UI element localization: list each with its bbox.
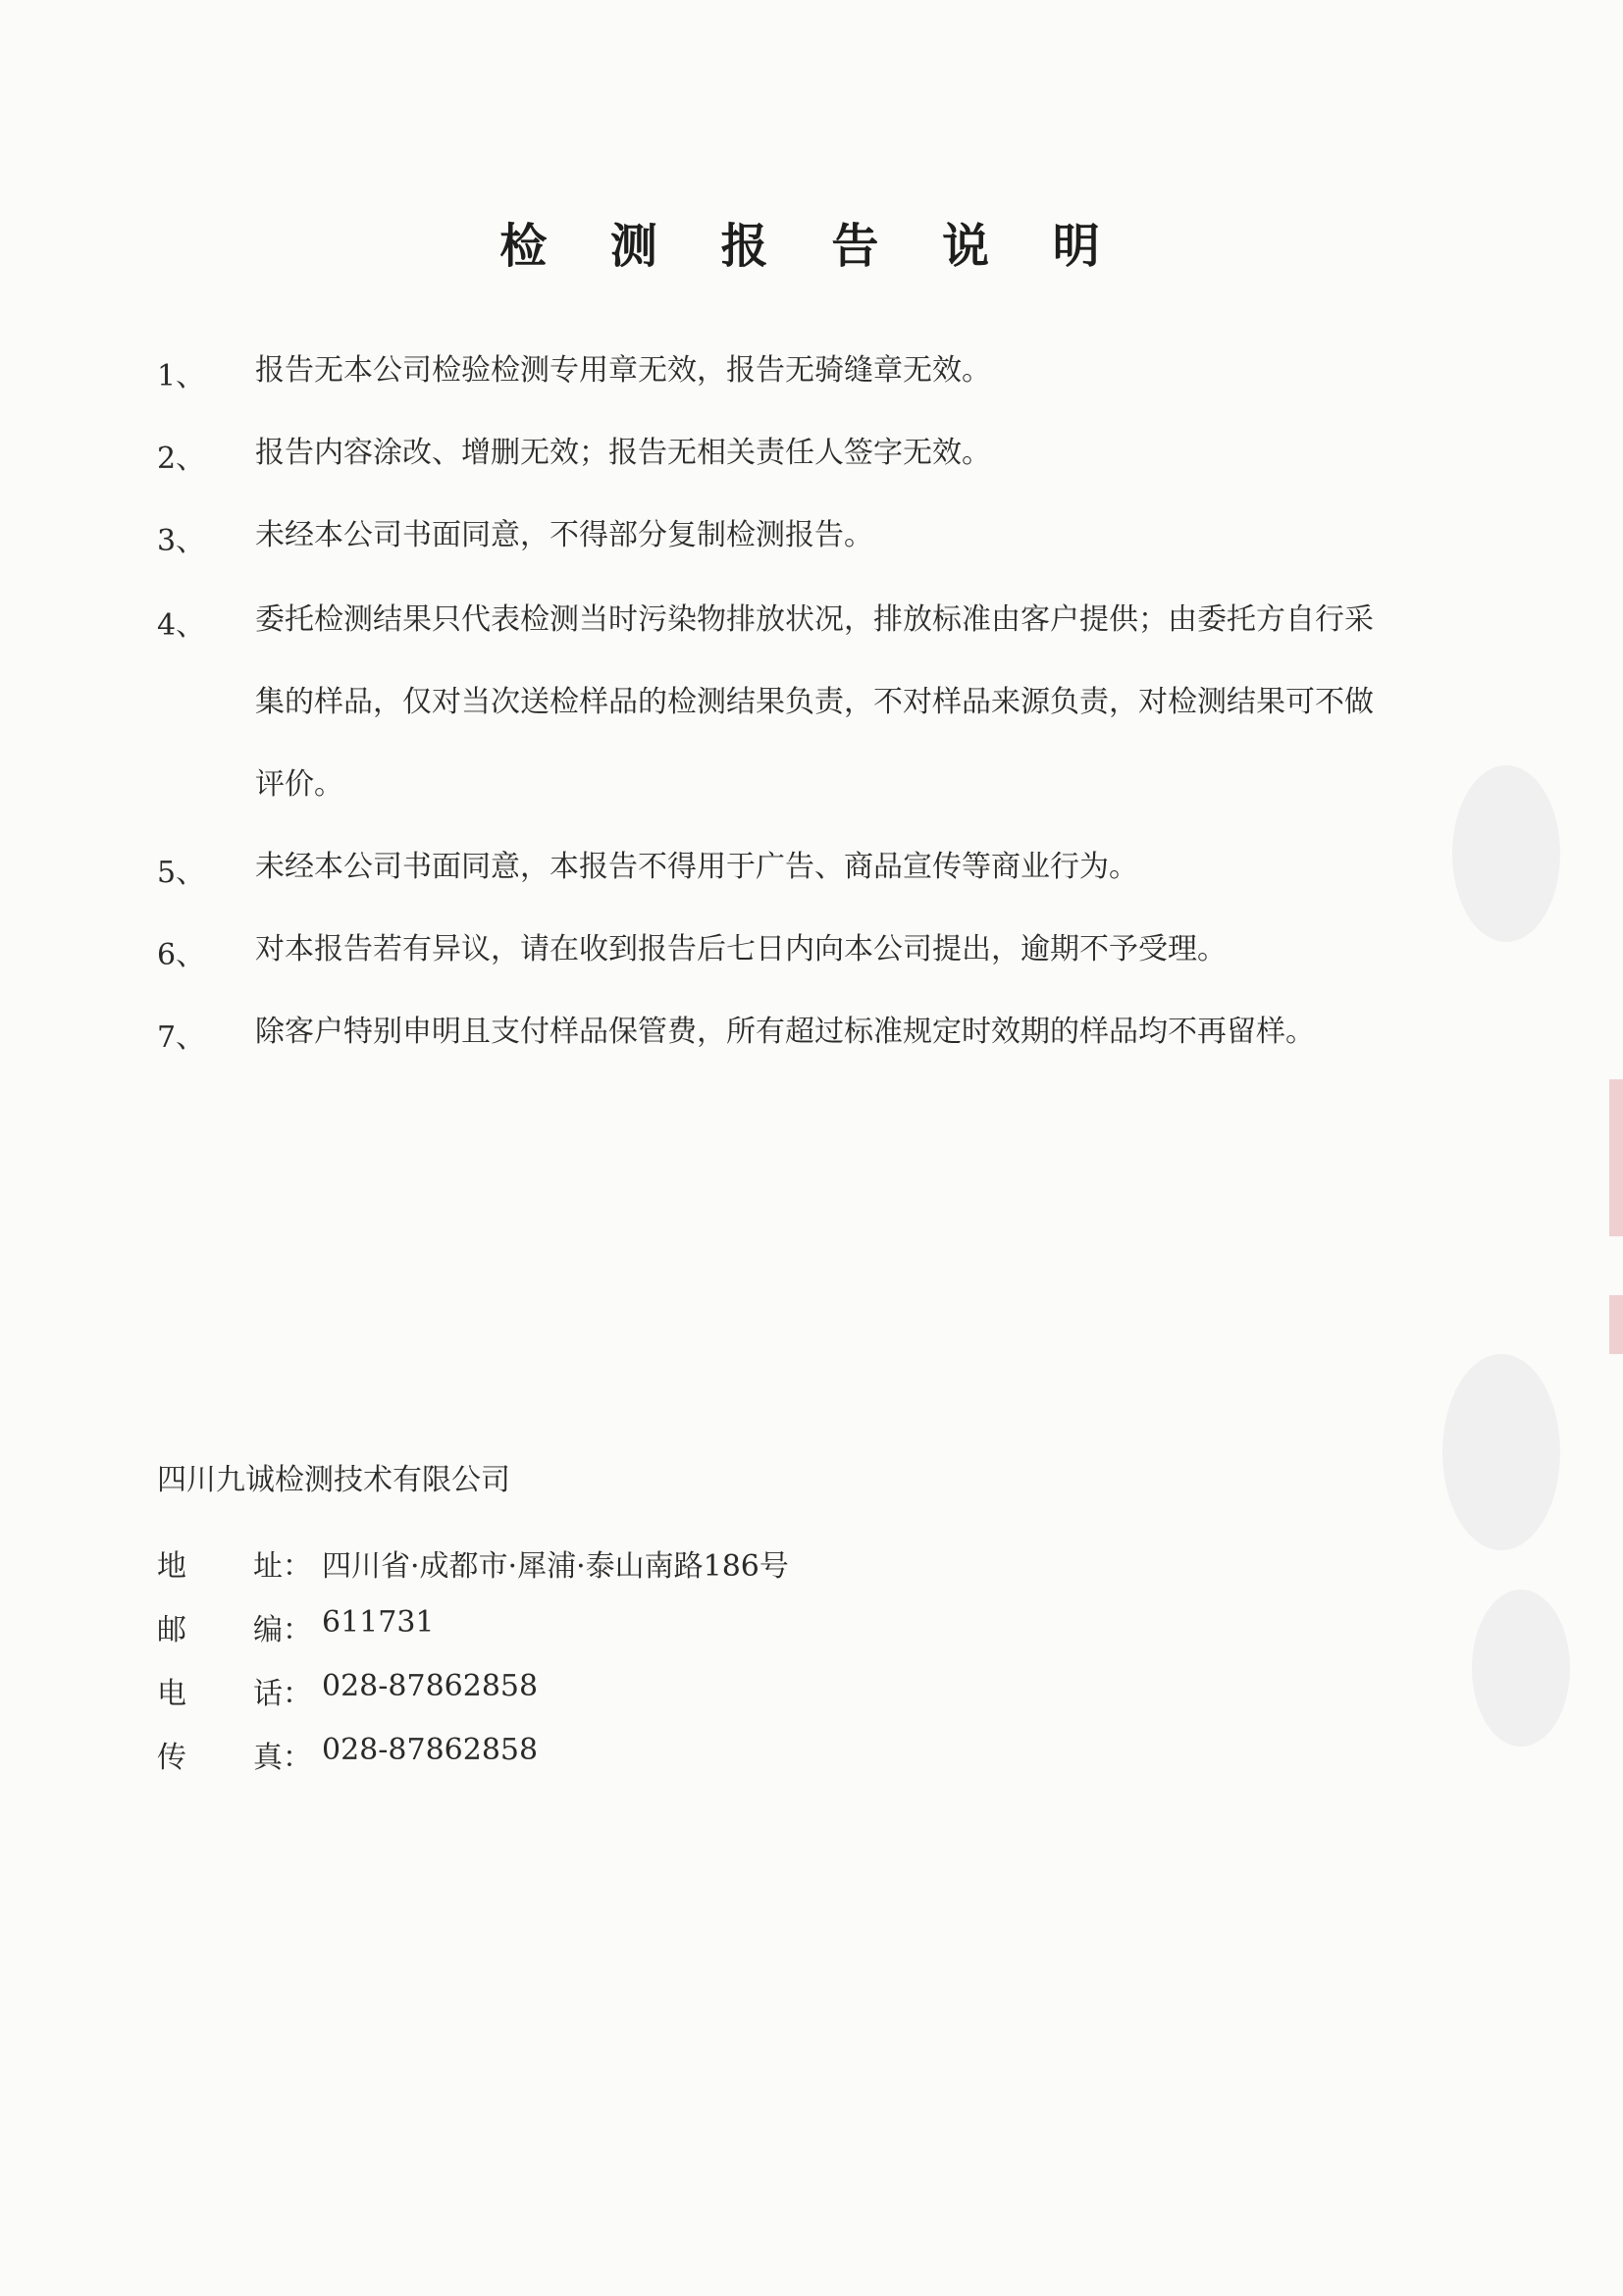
item-line: 未经本公司书面同意，本报告不得用于广告、商品宣传等商业行为。: [255, 850, 1138, 884]
item-number: 6、: [157, 938, 206, 972]
seam-stamp-edge: [1609, 1079, 1623, 1236]
contact-value: 四川省·成都市·犀浦·泰山南路186号: [322, 1549, 789, 1584]
contact-key-first: 传: [157, 1741, 186, 1775]
item-text: [255, 434, 1492, 516]
item-text: [255, 516, 1492, 599]
watermark-trace: [1472, 1590, 1570, 1747]
item-number: 1、: [157, 359, 206, 393]
item-line: 除客户特别申明且支付样品保管费，所有超过标准规定时效期的样品均不再留样。: [255, 1015, 1315, 1049]
item-text: [255, 600, 1492, 848]
item-line: 报告内容涂改、增删无效；报告无相关责任人签字无效。: [255, 436, 991, 470]
contact-key-second: 话：: [253, 1677, 312, 1711]
item-number: 7、: [157, 1020, 206, 1055]
contact-value: 028-87862858: [322, 1733, 539, 1767]
item-line: 委托检测结果只代表检测当时污染物排放状况，排放标准由客户提供；由委托方自行采: [255, 602, 1374, 637]
company-name: 四川九诚检测技术有限公司: [157, 1463, 510, 1497]
contact-key-first: 邮: [157, 1613, 186, 1647]
item-line: 评价。: [255, 767, 343, 802]
item-number: 3、: [157, 524, 206, 558]
item-text: [255, 848, 1492, 930]
item-line: 集的样品，仅对当次送检样品的检测结果负责，不对样品来源负责，对检测结果可不做: [255, 685, 1374, 719]
item-number: 4、: [157, 608, 206, 643]
item-line: 报告无本公司检验检测专用章无效，报告无骑缝章无效。: [255, 353, 991, 388]
item-number: 2、: [157, 442, 206, 476]
item-line: 未经本公司书面同意，不得部分复制检测报告。: [255, 518, 873, 552]
item-number: 5、: [157, 856, 206, 890]
seam-stamp-edge: [1609, 1295, 1623, 1354]
item-text: [255, 1013, 1492, 1095]
item-text: [255, 930, 1492, 1013]
contact-fax: [157, 1733, 1040, 1775]
contact-key-first: 地: [157, 1549, 186, 1584]
contact-key-first: 电: [157, 1677, 186, 1711]
contact-value: 028-87862858: [322, 1669, 539, 1703]
contact-value: 611731: [322, 1605, 435, 1640]
contact-postcode: [157, 1605, 1040, 1647]
contact-address: [157, 1541, 1040, 1584]
page-title: 检 测 报 告 说 明: [499, 219, 1124, 274]
contact-key-second: 编：: [253, 1613, 312, 1647]
contact-phone: [157, 1669, 1040, 1711]
watermark-trace: [1442, 1354, 1560, 1550]
item-line: 对本报告若有异议，请在收到报告后七日内向本公司提出，逾期不予受理。: [255, 932, 1227, 966]
contact-key-second: 址：: [253, 1549, 312, 1584]
item-text: [255, 351, 1492, 434]
contact-key-second: 真：: [253, 1741, 312, 1775]
